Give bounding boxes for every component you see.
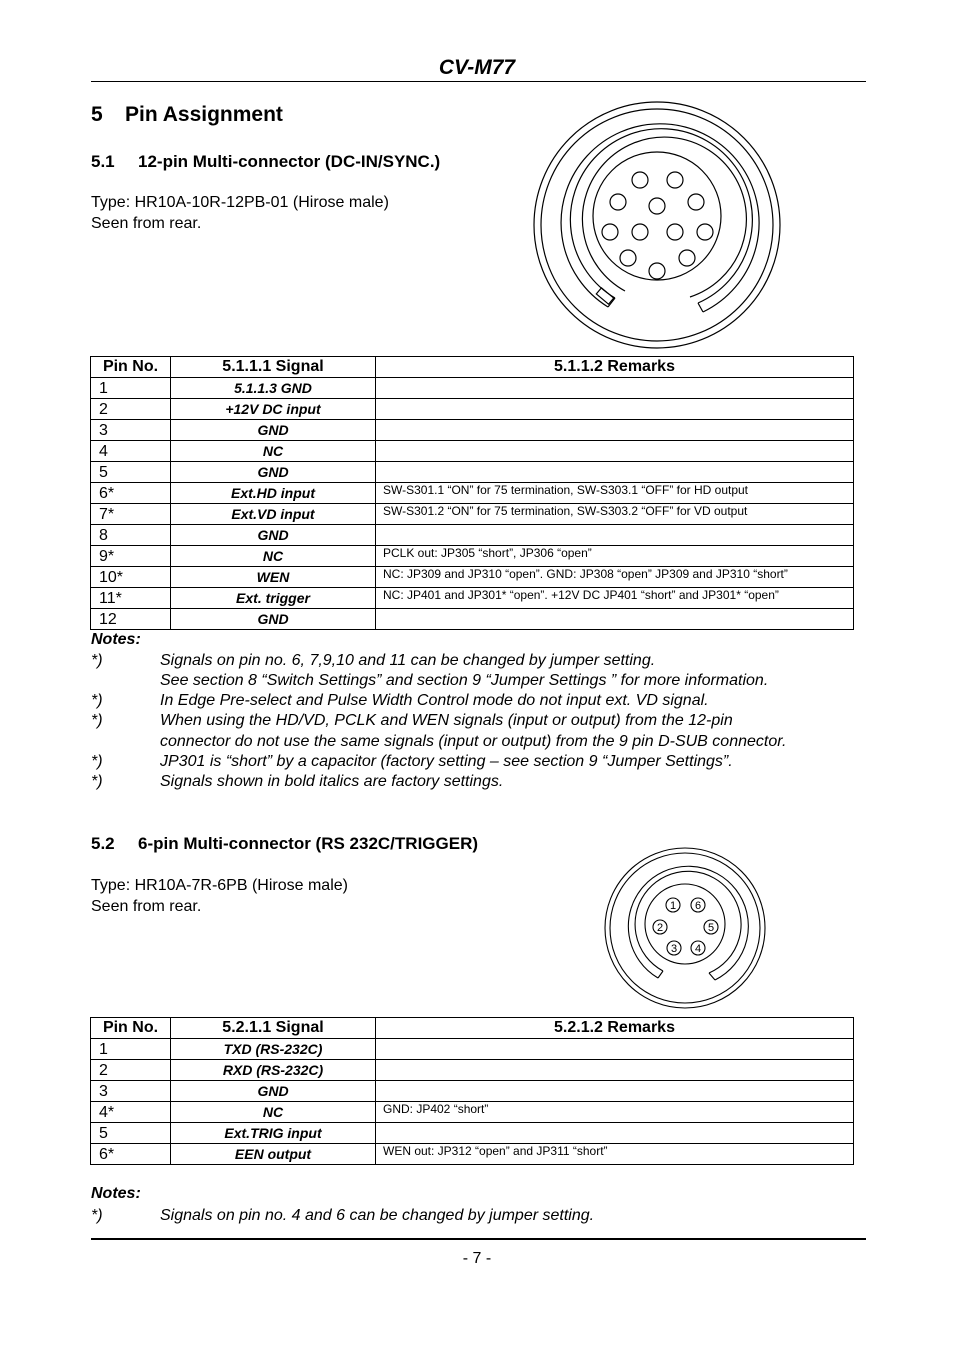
- note-mark: *): [91, 712, 103, 729]
- table-row: [91, 462, 854, 483]
- note-line: [91, 651, 861, 671]
- note-mark: *): [91, 652, 103, 669]
- pin-remarks: [376, 609, 854, 630]
- section-title: Pin Assignment: [125, 103, 283, 126]
- pin-remarks: PCLK out: JP305 “short”, JP306 “open”: [376, 546, 854, 567]
- six-pin-table: [90, 1017, 854, 1165]
- pin-number: 2: [91, 399, 171, 420]
- pin-remarks: [376, 1039, 854, 1060]
- section-title: 12-pin Multi-connector (DC-IN/SYNC.): [138, 152, 441, 171]
- table-row: [91, 609, 854, 630]
- pin-signal: 5.1.1.3 GND: [171, 378, 376, 399]
- table-row: [91, 1081, 854, 1102]
- pin-label: 2: [656, 922, 664, 934]
- note-line: [91, 671, 861, 691]
- note-mark: *): [91, 773, 103, 790]
- table-row: [91, 504, 854, 525]
- pin-number: 1: [91, 1039, 171, 1060]
- column-header-signal: 5.1.1.1 Signal: [171, 357, 376, 378]
- pin-remarks: [376, 1081, 854, 1102]
- pin-number: 7*: [91, 504, 171, 525]
- pin-remarks: SW-S301.1 “ON” for 75 termination, SW-S303.1 “OFF” for HD output: [376, 483, 854, 504]
- note-text: When using the HD/VD, PCLK and WEN signals (input or output) from the 12-pin: [160, 712, 733, 729]
- type-line: Type: HR10A-10R-12PB-01 (Hirose male): [91, 194, 389, 211]
- section-number: 5.1: [91, 152, 115, 171]
- pin-label: 3: [670, 943, 678, 955]
- pin-remarks: NC: JP309 and JP310 “open”. GND: JP308 “open” JP309 and JP310 “short”: [376, 567, 854, 588]
- connector-type-text: [91, 192, 389, 234]
- table-row: [91, 525, 854, 546]
- pin-signal: +12V DC input: [171, 399, 376, 420]
- pin-number: 4: [91, 441, 171, 462]
- notes-label: Notes:: [91, 631, 141, 648]
- pin-number: 12: [91, 609, 171, 630]
- pin-number: 8: [91, 525, 171, 546]
- section-5-2-heading: [91, 834, 478, 854]
- note-text: In Edge Pre-select and Pulse Width Control mode do not input ext. VD signal.: [160, 692, 709, 709]
- pin-remarks: NC: JP401 and JP301* “open”. +12V DC JP401 “short” and JP301* “open”: [376, 588, 854, 609]
- pin-label: 5: [707, 922, 715, 934]
- column-header-pin: Pin No.: [91, 357, 171, 378]
- pin-number: 5: [91, 462, 171, 483]
- column-header-remarks: 5.1.1.2 Remarks: [376, 357, 854, 378]
- pin-number: 5: [91, 1123, 171, 1144]
- note-text: Signals shown in bold italics are factory settings.: [160, 773, 504, 790]
- pin-signal: TXD (RS-232C): [171, 1039, 376, 1060]
- note-text: JP301 is “short” by a capacitor (factory setting – see section 9 “Jumper Settings”.: [160, 753, 733, 770]
- notes-label: Notes:: [91, 1185, 141, 1202]
- table-row: [91, 588, 854, 609]
- pin-number: 10*: [91, 567, 171, 588]
- pin-signal: Ext.VD input: [171, 504, 376, 525]
- table-row: [91, 1039, 854, 1060]
- table-row: [91, 420, 854, 441]
- pin-remarks: [376, 462, 854, 483]
- note-line: [91, 1206, 861, 1226]
- page-number: - 7 -: [462, 1250, 492, 1267]
- section-5-heading: [91, 103, 283, 127]
- pin-number: 4*: [91, 1102, 171, 1123]
- pin-signal: EEN output: [171, 1144, 376, 1165]
- table-row: [91, 567, 854, 588]
- pin-remarks: [376, 1123, 854, 1144]
- pin-signal: Ext. trigger: [171, 588, 376, 609]
- note-line: [91, 772, 861, 792]
- column-header-remarks: 5.2.1.2 Remarks: [376, 1018, 854, 1039]
- header-rule: [91, 81, 866, 82]
- note-text: connector do not use the same signals (input or output) from the 9 pin D-SUB connector.: [160, 733, 787, 750]
- table-row: [91, 399, 854, 420]
- twelve-pin-table: [90, 356, 854, 630]
- connector-type-text: [91, 875, 348, 917]
- note-text: Signals on pin no. 4 and 6 can be changed by jumper setting.: [160, 1207, 595, 1224]
- pin-remarks: GND: JP402 “short”: [376, 1102, 854, 1123]
- pin-number: 3: [91, 1081, 171, 1102]
- pin-label: 4: [694, 943, 702, 955]
- pin-signal: Ext.HD input: [171, 483, 376, 504]
- pin-signal: RXD (RS-232C): [171, 1060, 376, 1081]
- section-title: 6-pin Multi-connector (RS 232C/TRIGGER): [138, 834, 479, 853]
- seen-line: Seen from rear.: [91, 898, 202, 915]
- pin-remarks: [376, 399, 854, 420]
- pin-remarks: WEN out: JP312 “open” and JP311 “short”: [376, 1144, 854, 1165]
- table-header-row: [91, 1018, 854, 1039]
- twelve-pin-connector-diagram: [530, 98, 786, 352]
- note-line: [91, 711, 861, 731]
- column-header-signal: 5.2.1.1 Signal: [171, 1018, 376, 1039]
- pin-number: 3: [91, 420, 171, 441]
- pin-number: 11*: [91, 588, 171, 609]
- seen-line: Seen from rear.: [91, 215, 202, 232]
- pin-signal: NC: [171, 1102, 376, 1123]
- pin-signal: GND: [171, 462, 376, 483]
- pin-signal: GND: [171, 1081, 376, 1102]
- pin-signal: NC: [171, 441, 376, 462]
- section-number: 5.2: [91, 834, 115, 853]
- note-line: [91, 752, 861, 772]
- pin-signal: WEN: [171, 567, 376, 588]
- note-text: Signals on pin no. 6, 7,9,10 and 11 can be changed by jumper setting.: [160, 652, 656, 669]
- pin-label: 6: [694, 900, 702, 912]
- six-pin-connector-diagram: [603, 846, 767, 1010]
- pin-remarks: SW-S301.2 “ON” for 75 termination, SW-S303.2 “OFF” for VD output: [376, 504, 854, 525]
- note-line: [91, 691, 861, 711]
- pin-label: 1: [669, 900, 677, 912]
- pin-remarks: [376, 1060, 854, 1081]
- table-row: [91, 1060, 854, 1081]
- table-row: [91, 1102, 854, 1123]
- document-title: CV-M77: [438, 56, 516, 79]
- note-mark: *): [91, 1207, 103, 1224]
- pin-signal: GND: [171, 420, 376, 441]
- table-row: [91, 1123, 854, 1144]
- type-line: Type: HR10A-7R-6PB (Hirose male): [91, 877, 348, 894]
- column-header-pin: Pin No.: [91, 1018, 171, 1039]
- note-line: [91, 732, 861, 752]
- footer-rule: [91, 1238, 866, 1240]
- table-row: [91, 546, 854, 567]
- table-header-row: [91, 357, 854, 378]
- pin-number: 6*: [91, 483, 171, 504]
- pin-remarks: [376, 378, 854, 399]
- pin-signal: NC: [171, 546, 376, 567]
- pin-number: 9*: [91, 546, 171, 567]
- table-row: [91, 378, 854, 399]
- section-5-1-heading: [91, 152, 440, 172]
- table-row: [91, 441, 854, 462]
- pin-number: 2: [91, 1060, 171, 1081]
- pin-remarks: [376, 420, 854, 441]
- table-row: [91, 1144, 854, 1165]
- pin-signal: GND: [171, 609, 376, 630]
- note-mark: *): [91, 692, 103, 709]
- pin-remarks: [376, 441, 854, 462]
- note-mark: *): [91, 753, 103, 770]
- table-row: [91, 483, 854, 504]
- pin-number: 6*: [91, 1144, 171, 1165]
- section-number: 5: [91, 103, 103, 126]
- note-text: See section 8 “Switch Settings” and section 9 “Jumper Settings ” for more information.: [160, 672, 769, 689]
- pin-number: 1: [91, 378, 171, 399]
- pin-signal: Ext.TRIG input: [171, 1123, 376, 1144]
- pin-signal: GND: [171, 525, 376, 546]
- pin-remarks: [376, 525, 854, 546]
